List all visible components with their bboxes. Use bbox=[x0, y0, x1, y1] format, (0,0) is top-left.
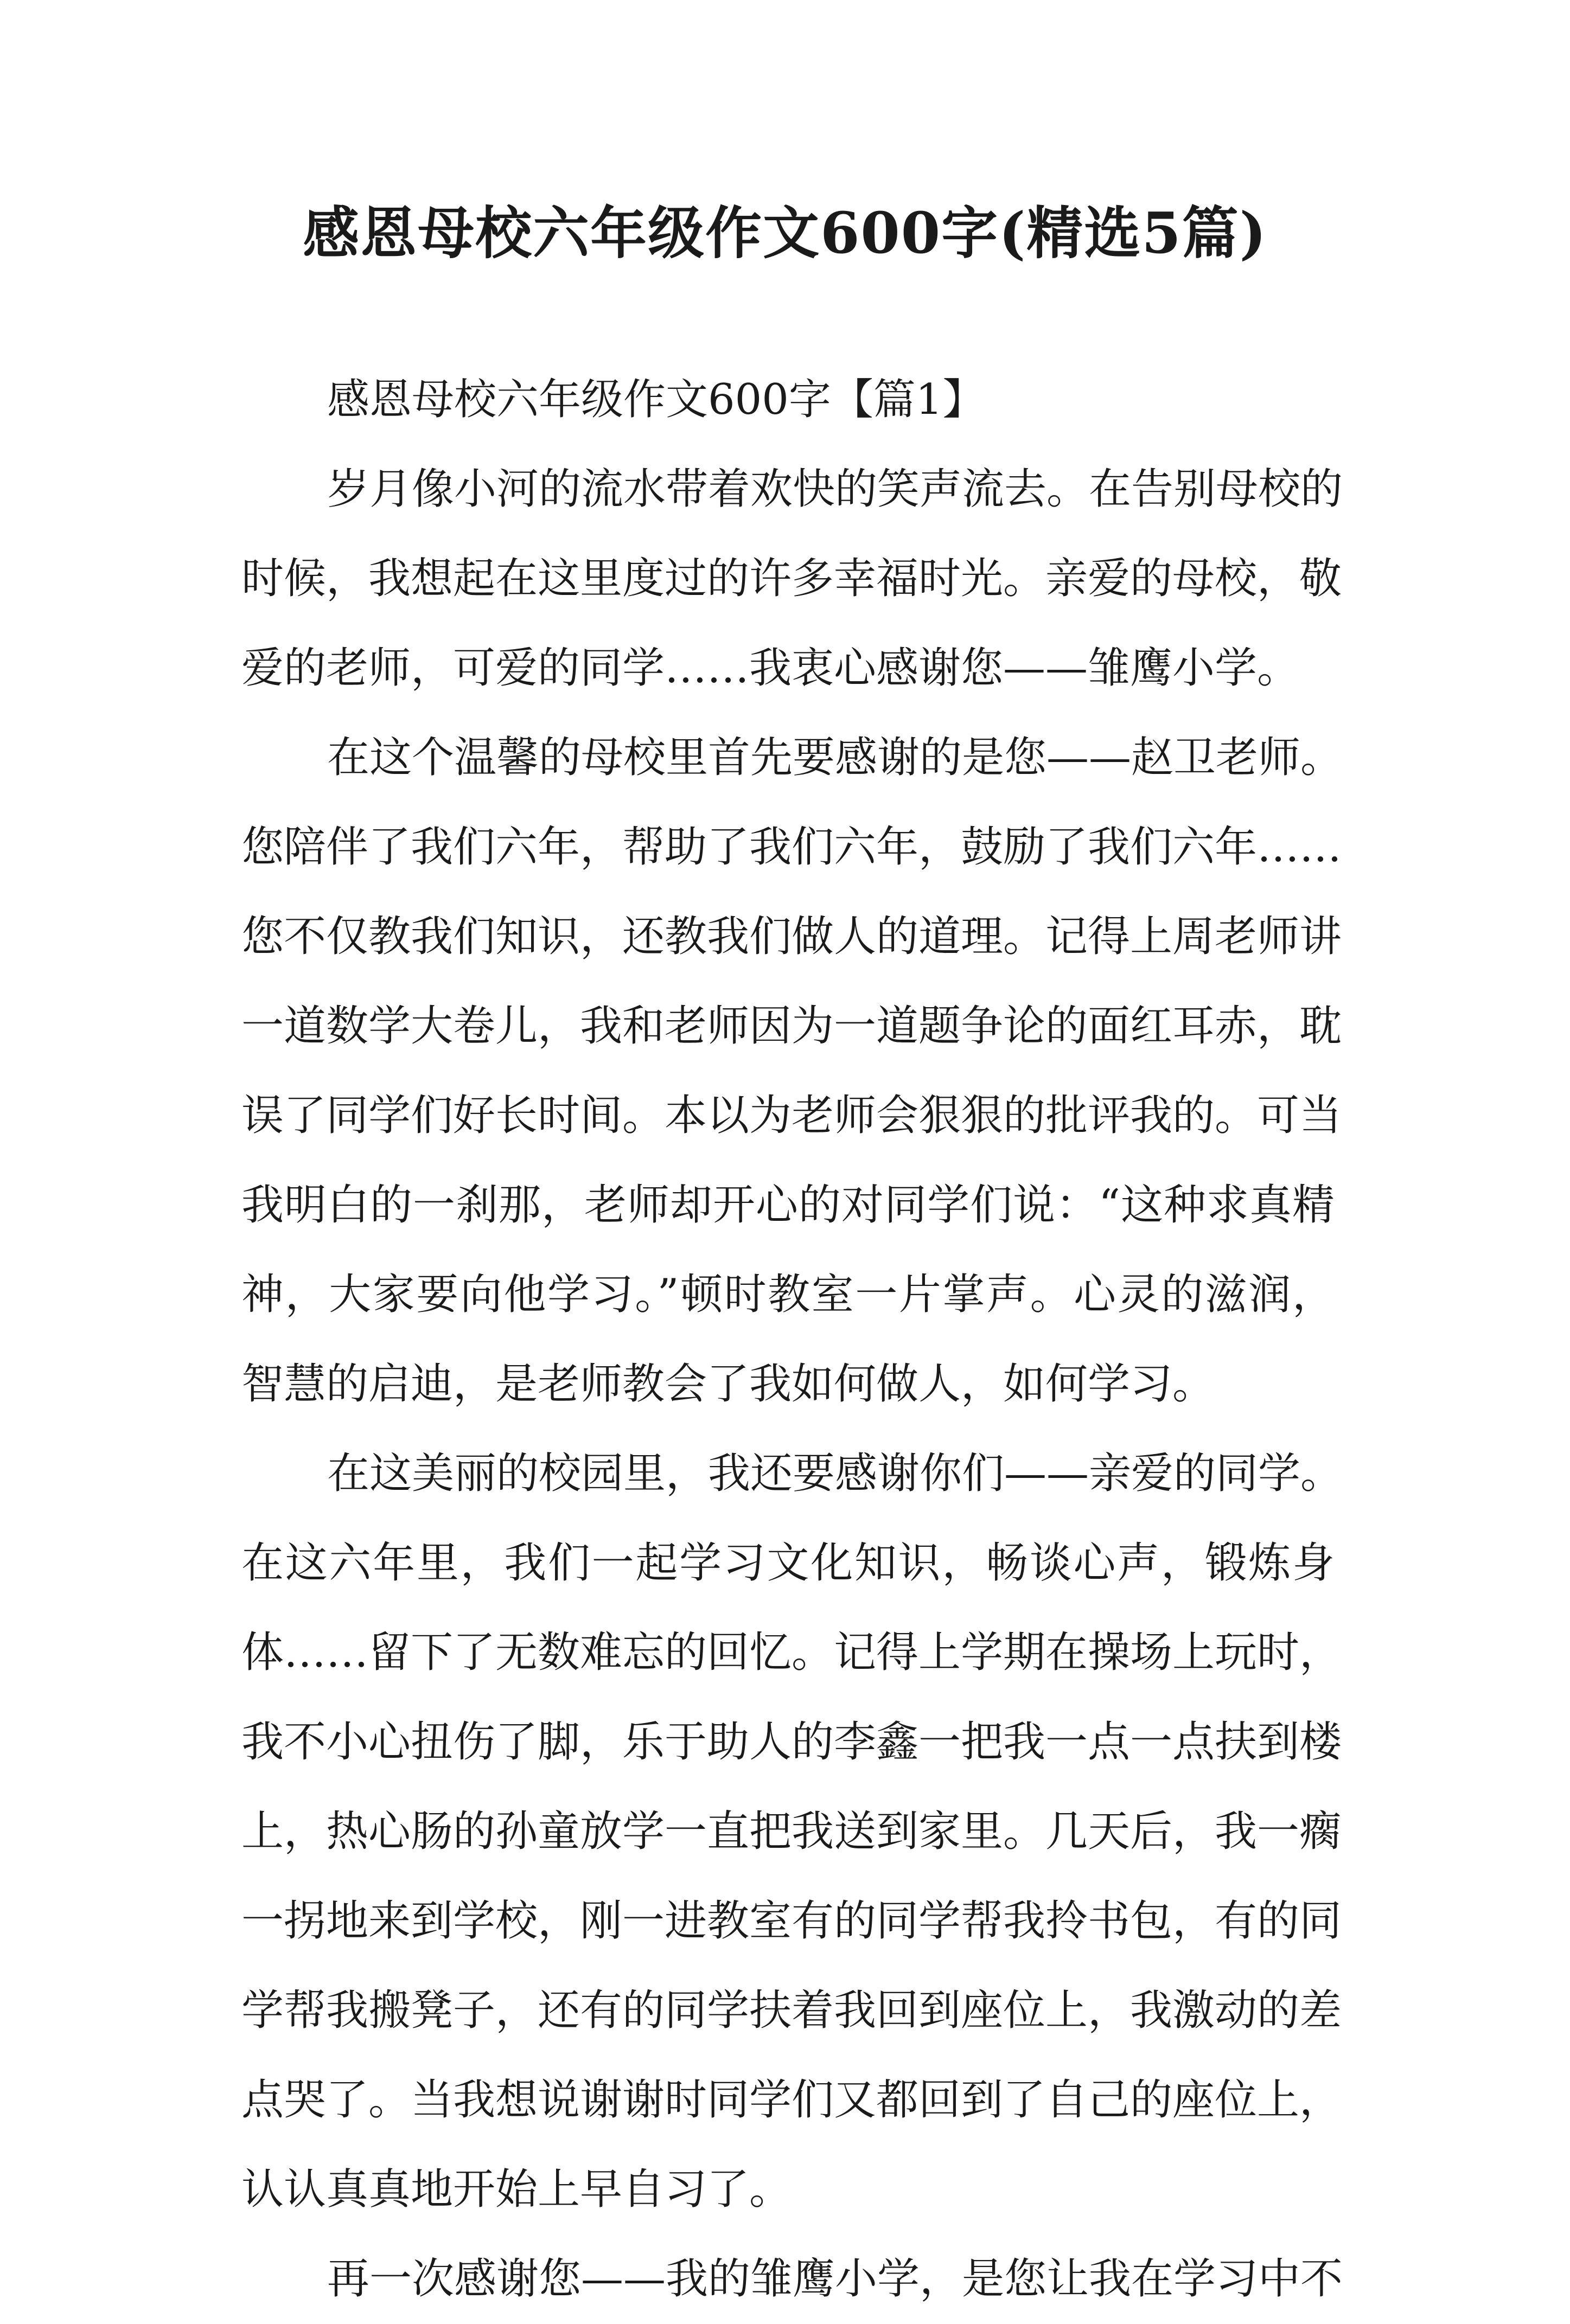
text-line: 我明白的一刹那，老师却开心的对同学们说：“这种求真精 bbox=[241, 1181, 1335, 1230]
text-line: 时候，我想起在这里度过的许多幸福时光。亲爱的母校，敬 bbox=[241, 554, 1342, 603]
text-line: 一拐地来到学校，刚一进教室有的同学帮我拎书包，有的同 bbox=[241, 1897, 1342, 1945]
text-line: 您陪伴了我们六年，帮助了我们六年，鼓励了我们六年…… bbox=[241, 823, 1342, 872]
text-line: 您不仅教我们知识，还教我们做人的道理。记得上周老师讲 bbox=[241, 912, 1342, 961]
section-heading: 感恩母校六年级作文600字【篇1】 bbox=[327, 375, 985, 424]
text-line: 爱的老师，可爱的同学……我衷心感谢您——雏鹰小学。 bbox=[241, 644, 1300, 693]
text-line: 学帮我搬凳子，还有的同学扶着我回到座位上，我激动的差 bbox=[241, 1986, 1342, 2035]
text-line: 上，热心肠的孙童放学一直把我送到家里。几天后，我一瘸 bbox=[241, 1807, 1342, 1856]
text-line: 在这个温馨的母校里首先要感谢的是您——赵卫老师。 bbox=[327, 733, 1343, 782]
text-line: 认认真真地开始上早自习了。 bbox=[241, 2165, 792, 2214]
text-line: 岁月像小河的流水带着欢快的笑声流去。在告别母校的 bbox=[327, 465, 1343, 514]
text-line: 在这美丽的校园里，我还要感谢你们——亲爱的同学。 bbox=[327, 1449, 1343, 1498]
text-line: 误了同学们好长时间。本以为老师会狠狠的批评我的。可当 bbox=[241, 1091, 1342, 1140]
text-line: 点哭了。当我想说谢谢时同学们又都回到了自己的座位上， bbox=[241, 2076, 1342, 2124]
text-line: 一道数学大卷儿，我和老师因为一道题争论的面红耳赤，耽 bbox=[241, 1002, 1342, 1051]
text-line: 在这六年里，我们一起学习文化知识，畅谈心声，锻炼身 bbox=[241, 1539, 1335, 1587]
text-line: 再一次感谢您——我的雏鹰小学，是您让我在学习中不 bbox=[327, 2255, 1343, 2303]
document-title: 感恩母校六年级作文600字(精选5篇) bbox=[303, 200, 1267, 266]
text-line: 智慧的启迪，是老师教会了我如何做人，如何学习。 bbox=[241, 1360, 1215, 1409]
document-body bbox=[241, 355, 1343, 2324]
text-line: 神，大家要向他学习。”顿时教室一片掌声。心灵的滋润， bbox=[241, 1270, 1335, 1319]
text-line: 我不小心扭伤了脚，乐于助人的李鑫一把我一点一点扶到楼 bbox=[241, 1718, 1342, 1766]
text-line: 体……留下了无数难忘的回忆。记得上学期在操场上玩时， bbox=[241, 1628, 1342, 1677]
